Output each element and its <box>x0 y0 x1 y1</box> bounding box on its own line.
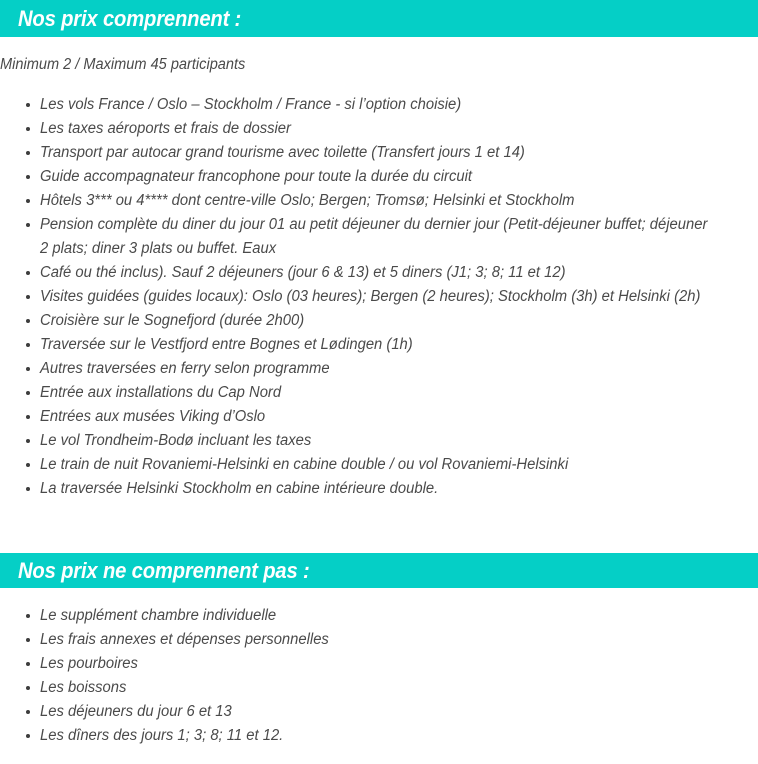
section-header-bar-excluded <box>0 553 758 588</box>
list-item-text: Le vol Trondheim-Bodø incluant les taxes <box>40 432 312 449</box>
list-item <box>0 93 758 117</box>
bullet-dot-icon <box>26 391 30 395</box>
bullet-dot-icon <box>26 710 30 714</box>
section-header-bar-included <box>0 0 758 37</box>
bullet-dot-icon <box>26 127 30 131</box>
list-item-text: Les vols France / Oslo – Stockholm / France - si l’option choisie) <box>40 96 462 113</box>
list-item-text: Les boissons <box>40 679 127 696</box>
list-item <box>0 165 758 189</box>
bullet-dot-icon <box>26 614 30 618</box>
list-item <box>0 189 758 213</box>
list-item-text: Entrées aux musées Viking d’Oslo <box>40 408 266 425</box>
bullet-dot-icon <box>26 367 30 371</box>
list-item <box>0 604 758 628</box>
list-item-text: Entrée aux installations du Cap Nord <box>40 384 282 401</box>
bullet-dot-icon <box>26 638 30 642</box>
bullet-dot-icon <box>26 175 30 179</box>
list-item <box>0 453 758 477</box>
list-item <box>0 405 758 429</box>
list-item-text: Les déjeuners du jour 6 et 13 <box>40 703 232 720</box>
list-item-text: Guide accompagnateur francophone pour toute la durée du circuit <box>40 168 473 185</box>
bullet-dot-icon <box>26 662 30 666</box>
list-item-text: Les taxes aéroports et frais de dossier <box>40 120 291 137</box>
list-item-text: Autres traversées en ferry selon programme <box>40 360 330 377</box>
list-item <box>0 141 758 165</box>
section-prices-excluded <box>0 553 758 588</box>
bullet-dot-icon <box>26 199 30 203</box>
list-item-text: Transport par autocar grand tourisme avec toilette (Transfert jours 1 et 14) <box>40 144 525 161</box>
bullet-dot-icon <box>26 295 30 299</box>
list-item-text: La traversée Helsinki Stockholm en cabine intérieure double. <box>40 480 439 497</box>
included-items-list <box>0 93 758 501</box>
list-item <box>0 213 758 261</box>
list-item <box>0 652 758 676</box>
bullet-dot-icon <box>26 439 30 443</box>
list-item-text: Traversée sur le Vestfjord entre Bognes et Lødingen (1h) <box>40 336 413 353</box>
list-item <box>0 429 758 453</box>
bullet-dot-icon <box>26 343 30 347</box>
list-item <box>0 477 758 501</box>
list-item <box>0 724 758 748</box>
list-item-text: Les frais annexes et dépenses personnelles <box>40 631 329 648</box>
list-item <box>0 333 758 357</box>
bullet-dot-icon <box>26 415 30 419</box>
list-item-text: Les pourboires <box>40 655 138 672</box>
list-item <box>0 381 758 405</box>
excluded-items-list <box>0 604 758 748</box>
bullet-dot-icon <box>26 151 30 155</box>
section-prices-included <box>0 0 758 37</box>
list-item-text: Les dîners des jours 1; 3; 8; 11 et 12. <box>40 727 284 744</box>
list-item <box>0 357 758 381</box>
list-item-text: Le supplément chambre individuelle <box>40 607 277 624</box>
section-title-excluded: Nos prix ne comprennent pas : <box>18 557 310 583</box>
bullet-dot-icon <box>26 463 30 467</box>
list-item <box>0 261 758 285</box>
list-item <box>0 309 758 333</box>
bullet-dot-icon <box>26 223 30 227</box>
list-item <box>0 700 758 724</box>
list-item-text: Le train de nuit Rovaniemi-Helsinki en cabine double / ou vol Rovaniemi-Helsinki <box>40 456 569 473</box>
list-item-text: Visites guidées (guides locaux): Oslo (03 heures); Bergen (2 heures); Stockholm (3h) et Helsinki (2h) <box>40 288 701 305</box>
section-title-included: Nos prix comprennent : <box>18 5 242 31</box>
participants-info-line: Minimum 2 / Maximum 45 participants <box>0 56 246 73</box>
list-item-text: Hôtels 3*** ou 4**** dont centre-ville Oslo; Bergen; Tromsø; Helsinki et Stockholm <box>40 192 575 209</box>
bullet-dot-icon <box>26 319 30 323</box>
list-item-text: Croisière sur le Sognefjord (durée 2h00) <box>40 312 305 329</box>
bullet-dot-icon <box>26 734 30 738</box>
bullet-dot-icon <box>26 487 30 491</box>
bullet-dot-icon <box>26 103 30 107</box>
list-item-text: Pension complète du diner du jour 01 au petit déjeuner du dernier jour (Petit-déjeuner buffet; déjeuner 2 plats; diner 3 plats ou buffet. Eaux <box>40 216 708 257</box>
bullet-dot-icon <box>26 271 30 275</box>
list-item <box>0 285 758 309</box>
list-item-text: Café ou thé inclus). Sauf 2 déjeuners (jour 6 & 13) et 5 diners (J1; 3; 8; 11 et 12) <box>40 264 566 281</box>
bullet-dot-icon <box>26 686 30 690</box>
list-item <box>0 676 758 700</box>
list-item <box>0 628 758 652</box>
list-item <box>0 117 758 141</box>
